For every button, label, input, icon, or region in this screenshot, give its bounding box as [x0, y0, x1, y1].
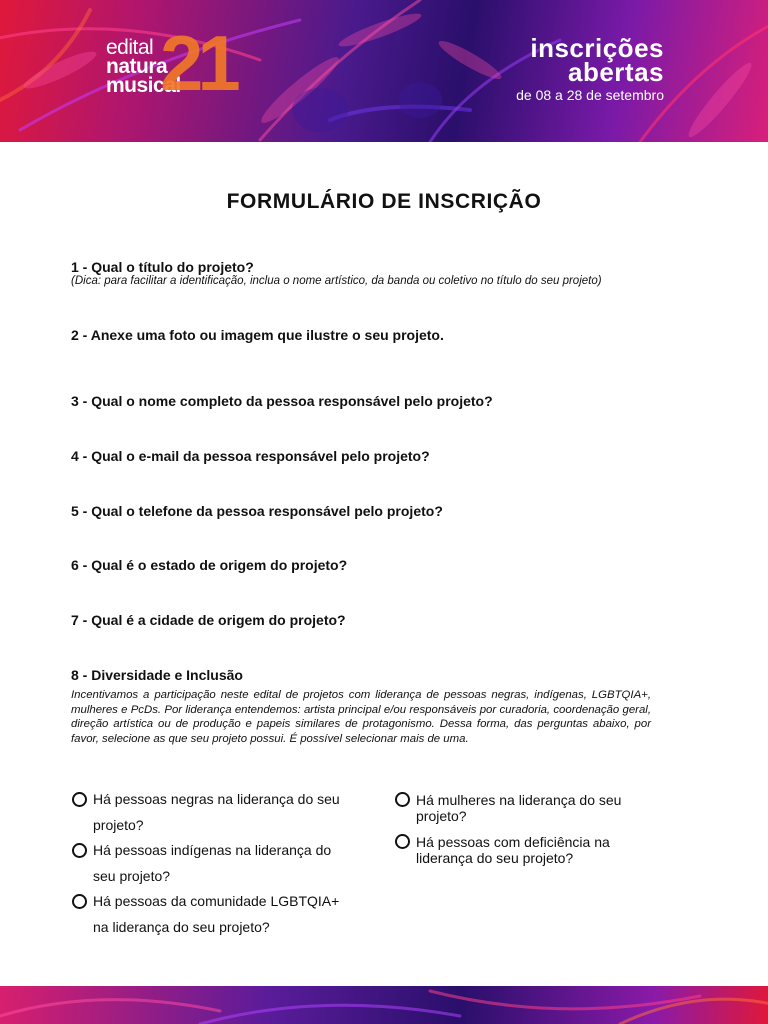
- question-5: 5 - Qual o telefone da pessoa responsável pelo projeto?: [71, 503, 443, 519]
- option-black-leadership[interactable]: [72, 792, 342, 838]
- logo-line-2: natura: [106, 55, 168, 78]
- option-label: Há pessoas da comunidade LGBTQIA+ na liderança do seu projeto?: [93, 893, 340, 935]
- question-8: 8 - Diversidade e Inclusão: [71, 667, 243, 683]
- header-banner: [0, 0, 768, 142]
- question-1: 1 - Qual o título do projeto?: [71, 259, 254, 275]
- logo-line-3: musical: [106, 74, 181, 97]
- option-label: Há pessoas indígenas na liderança do seu projeto?: [93, 842, 332, 884]
- option-indigenous-leadership[interactable]: [72, 843, 342, 889]
- question-1-hint: (Dica: para facilitar a identificação, inclua o nome artístico, da banda ou coletivo no título do seu projeto): [71, 275, 602, 287]
- radio-button[interactable]: [72, 792, 87, 807]
- logo-line-1: edital: [106, 36, 154, 59]
- registration-line-1: inscrições: [530, 33, 664, 63]
- option-label: Há pessoas negras na liderança do seu projeto?: [93, 791, 340, 833]
- radio-button[interactable]: [72, 843, 87, 858]
- question-6: 6 - Qual é o estado de origem do projeto?: [71, 557, 348, 573]
- fern-leaves-footer: [0, 986, 768, 1024]
- radio-button[interactable]: [72, 894, 87, 909]
- radio-button[interactable]: [395, 792, 410, 807]
- registration-dates: de 08 a 28 de setembro: [516, 87, 664, 103]
- option-label: Há mulheres na liderança do seu projeto?: [416, 792, 622, 824]
- option-women-leadership[interactable]: [395, 792, 635, 824]
- radio-button[interactable]: [395, 834, 410, 849]
- option-disability-leadership[interactable]: [395, 834, 635, 866]
- logo-number: 21: [160, 19, 235, 107]
- diversity-intro: Incentivamos a participação neste edital de projetos com liderança de pessoas negras, indígenas, LGBTQIA+, mulheres e PcDs. Por liderança entendemos: artista principal e/ou responsáveis por curadoria, coordenação geral, direção artística ou de produção e papeis similares de protagonismo. Dessa forma, das perguntas abaixo, por favor, selecione as que seu projeto possui. É possível selecionar mais de uma.: [71, 689, 651, 745]
- question-2: 2 - Anexe uma foto ou imagem que ilustre o seu projeto.: [71, 327, 444, 343]
- question-4: 4 - Qual o e-mail da pessoa responsável pelo projeto?: [71, 448, 430, 464]
- question-3: 3 - Qual o nome completo da pessoa responsável pelo projeto?: [71, 393, 493, 409]
- registration-line-2: abertas: [568, 57, 664, 87]
- question-7: 7 - Qual é a cidade de origem do projeto?: [71, 612, 346, 628]
- footer-banner: [0, 986, 768, 1024]
- option-label: Há pessoas com deficiência na liderança do seu projeto?: [416, 834, 610, 866]
- registration-banner: [516, 33, 664, 104]
- form-title: FORMULÁRIO DE INSCRIÇÃO: [226, 190, 542, 213]
- option-lgbtqia-leadership[interactable]: [72, 894, 342, 940]
